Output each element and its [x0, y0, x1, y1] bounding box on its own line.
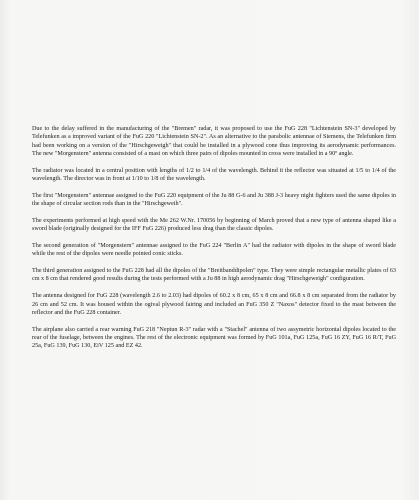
- paragraph-second-generation: The second generation of "Morgenstern" antennae assigned to the FuG 224 "Berlin A" had the radiator with dipoles in the shape of sword blade while the rest of the dipoles were needle pointed conic sticks.: [32, 243, 396, 258]
- paragraph-rear-warning: The airplane also carried a rear warning FuG 218 "Neptun R-3" radar with a "Stachel" antenna of two assymetric horizontal dipoles located to the rear of the fuselage, between the engines. The rest of the electronic equipment was formed by FuG 101a, FuG 125a, FuG 16 ZY, FuG 16 R/T, FuG 25a, FuG 139, FuG 130, EiV 125 and EZ 42.: [32, 326, 396, 350]
- paragraph-first-morgenstern: The first "Morgenstern" antennae assigned to the FuG 220 equipment of the Ju 88 G-6 and Ju 388 J-3 heavy night fighters used the same dipoles in the shape of circular section rods than in the "Hirschgeweih".: [32, 192, 396, 208]
- paragraph-experiments: The experiments performed at high speed with the Me 262 W.Nr. 170056 by beginning of March proved that a new type of antenna shaped like a sword blade (originally designed for the IFF FuG 226) produced less drag than the classic dipoles.: [32, 217, 396, 233]
- paragraph-bremen-radar: Due to the delay suffered in the manufacturing of the "Bremen" radar, it was proposed to use the FuG 228 "Lichtenstein SN-3" developed by Telefunken as a improved variant of the FuG 220 "Lichtenstein SN-2". As an alternative to the parabolic antennae of Siemens, the Telefunken firm had been working on a version of the "Hirschgeweigh" that could be installed in a plywood cone thus improving its aerodynamic performances. The new "Morgenstern" antenna consisted of a mast on which three pairs of dipoles mounted in cross were installed in a 90º angle.: [32, 126, 396, 158]
- paragraph-antenna-fug228: The antenna designed for FuG 228 (wavelength 2.6 to 2.03) had dipoles of 60.2 x 8 cm, 65 x 8 cm and 66.8 x 8 cm separated from the radiator by 26 cm and 52 cm. It was housed within the ogival plywood fairing and included an FuG 350 Z "Naxos" detector fixed to the mast between the reflector and the FuG 228 container.: [32, 293, 396, 316]
- paragraph-third-generation: The third generation assigned to the FuG 228 had all the dipoles of the "Breitbanddipolen" type. They were simple rectangular metallic plates of 63 cm x 8 cm that rendered good results during the tests performed with a Ju 88 in high aerodynamic drag "Hirschgeweigh" configuration.: [32, 268, 396, 283]
- document-body: [32, 125, 396, 359]
- paragraph-radiator: The radiator was located in a central position with lengths of 1/2 to 1/4 of the wavelength. Behind it the reflector was situated at 1/5 to 1/4 of the wavelength. The director was in front at 1/10 to 1/8 of the wavelength.: [32, 167, 396, 183]
